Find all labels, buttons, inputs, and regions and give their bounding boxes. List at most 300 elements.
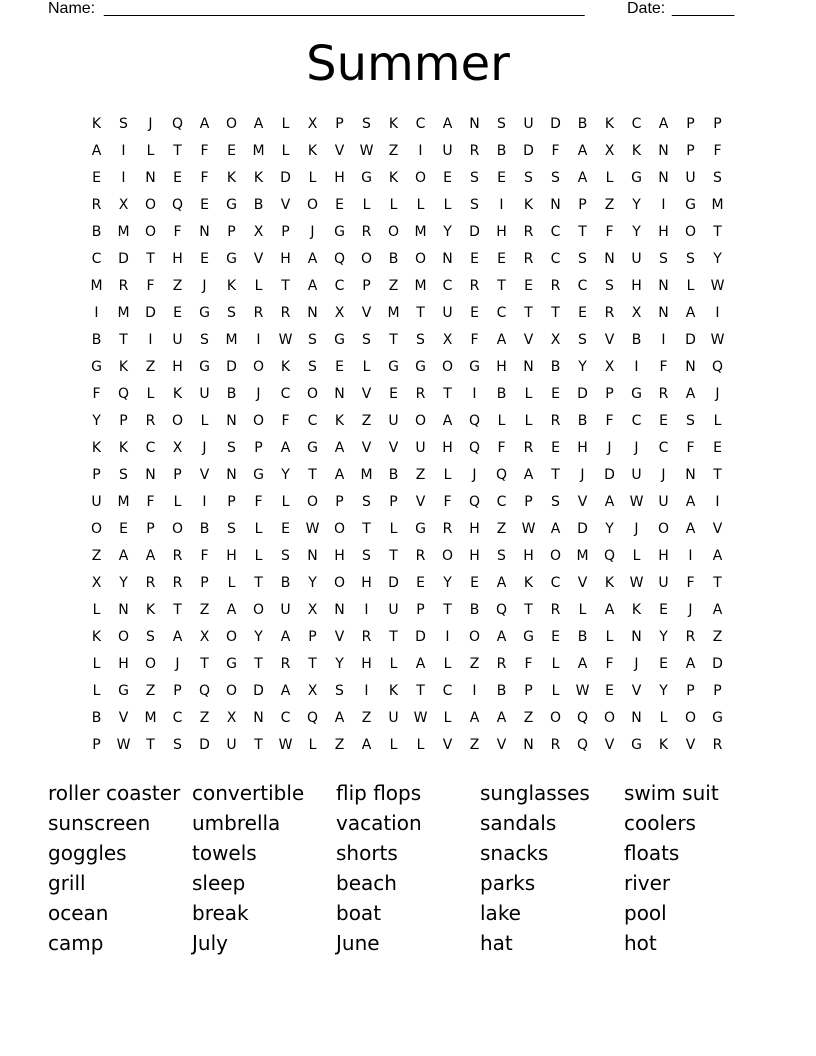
grid-letter[interactable]: T: [497, 278, 506, 294]
grid-letter[interactable]: L: [443, 710, 452, 726]
grid-letter[interactable]: L: [308, 737, 317, 753]
grid-letter[interactable]: F: [497, 440, 506, 456]
grid-letter[interactable]: T: [713, 467, 722, 483]
grid-letter[interactable]: L: [524, 413, 533, 429]
grid-letter[interactable]: A: [361, 737, 372, 753]
grid-letter[interactable]: O: [144, 656, 157, 672]
grid-letter[interactable]: U: [658, 575, 669, 591]
grid-letter[interactable]: V: [280, 197, 291, 213]
grid-letter[interactable]: Y: [281, 467, 290, 483]
grid-letter[interactable]: C: [415, 116, 426, 132]
grid-letter[interactable]: P: [146, 521, 155, 537]
grid-letter[interactable]: W: [629, 575, 644, 591]
grid-letter[interactable]: H: [118, 656, 129, 672]
grid-letter[interactable]: T: [389, 332, 398, 348]
grid-letter[interactable]: S: [551, 170, 560, 186]
grid-letter[interactable]: I: [121, 170, 126, 186]
grid-letter[interactable]: T: [254, 575, 263, 591]
grid-letter[interactable]: K: [388, 683, 399, 699]
grid-letter[interactable]: S: [308, 332, 317, 348]
grid-letter[interactable]: A: [307, 251, 318, 267]
grid-letter[interactable]: L: [389, 197, 398, 213]
grid-letter[interactable]: P: [308, 629, 317, 645]
grid-letter[interactable]: G: [469, 359, 480, 375]
grid-letter[interactable]: A: [685, 386, 696, 402]
grid-letter[interactable]: T: [416, 305, 425, 321]
grid-letter[interactable]: K: [388, 170, 399, 186]
grid-letter[interactable]: A: [604, 602, 615, 618]
grid-letter[interactable]: K: [118, 359, 129, 375]
grid-letter[interactable]: R: [523, 224, 534, 240]
grid-letter[interactable]: I: [661, 197, 666, 213]
grid-letter[interactable]: W: [710, 278, 725, 294]
grid-letter[interactable]: P: [227, 224, 236, 240]
grid-letter[interactable]: Q: [468, 413, 481, 429]
grid-letter[interactable]: G: [631, 737, 642, 753]
grid-letter[interactable]: L: [200, 413, 209, 429]
grid-letter[interactable]: A: [280, 440, 291, 456]
grid-letter[interactable]: S: [227, 305, 236, 321]
grid-letter[interactable]: L: [443, 197, 452, 213]
grid-letter[interactable]: O: [333, 521, 346, 537]
grid-letter[interactable]: Z: [712, 629, 723, 645]
grid-letter[interactable]: O: [144, 224, 157, 240]
grid-letter[interactable]: N: [334, 386, 345, 402]
grid-letter[interactable]: L: [578, 602, 587, 618]
grid-letter[interactable]: F: [200, 170, 209, 186]
grid-letter[interactable]: O: [252, 359, 265, 375]
grid-letter[interactable]: H: [226, 548, 237, 564]
grid-letter[interactable]: B: [631, 332, 642, 348]
grid-letter[interactable]: E: [443, 170, 452, 186]
grid-letter[interactable]: M: [576, 548, 589, 564]
grid-letter[interactable]: I: [715, 305, 720, 321]
grid-letter[interactable]: R: [280, 656, 291, 672]
grid-letter[interactable]: S: [578, 332, 587, 348]
grid-letter[interactable]: S: [362, 332, 371, 348]
grid-letter[interactable]: Y: [659, 629, 668, 645]
grid-letter[interactable]: T: [713, 575, 722, 591]
grid-letter[interactable]: W: [521, 521, 536, 537]
grid-letter[interactable]: R: [550, 413, 561, 429]
grid-letter[interactable]: Q: [333, 251, 346, 267]
grid-letter[interactable]: S: [497, 116, 506, 132]
grid-letter[interactable]: A: [334, 467, 345, 483]
grid-letter[interactable]: N: [442, 251, 453, 267]
grid-letter[interactable]: Y: [659, 683, 668, 699]
grid-letter[interactable]: T: [713, 224, 722, 240]
grid-letter[interactable]: K: [631, 143, 642, 159]
grid-letter[interactable]: B: [280, 575, 291, 591]
grid-letter[interactable]: L: [389, 656, 398, 672]
grid-letter[interactable]: V: [118, 710, 129, 726]
grid-letter[interactable]: E: [416, 575, 425, 591]
grid-letter[interactable]: E: [659, 413, 668, 429]
grid-letter[interactable]: G: [361, 170, 372, 186]
grid-letter[interactable]: P: [605, 386, 614, 402]
grid-letter[interactable]: M: [117, 224, 130, 240]
grid-letter[interactable]: C: [280, 386, 291, 402]
grid-letter[interactable]: F: [146, 494, 155, 510]
grid-letter[interactable]: O: [414, 251, 427, 267]
grid-letter[interactable]: P: [713, 683, 722, 699]
date-blank-line[interactable]: _______: [672, 0, 735, 17]
grid-letter[interactable]: F: [686, 575, 695, 591]
grid-letter[interactable]: Z: [523, 710, 534, 726]
grid-letter[interactable]: S: [605, 278, 614, 294]
grid-letter[interactable]: F: [605, 413, 614, 429]
grid-letter[interactable]: E: [173, 170, 182, 186]
grid-letter[interactable]: V: [199, 467, 210, 483]
grid-letter[interactable]: Q: [576, 737, 589, 753]
grid-letter[interactable]: A: [685, 521, 696, 537]
grid-letter[interactable]: X: [631, 305, 642, 321]
grid-letter[interactable]: F: [200, 143, 209, 159]
grid-letter[interactable]: V: [496, 737, 507, 753]
grid-letter[interactable]: C: [577, 278, 588, 294]
grid-letter[interactable]: A: [442, 413, 453, 429]
grid-letter[interactable]: Y: [335, 656, 344, 672]
grid-letter[interactable]: C: [442, 683, 453, 699]
grid-letter[interactable]: W: [278, 737, 293, 753]
grid-letter[interactable]: Z: [415, 467, 426, 483]
grid-letter[interactable]: B: [577, 629, 588, 645]
grid-letter[interactable]: Z: [199, 710, 210, 726]
grid-letter[interactable]: R: [712, 737, 723, 753]
grid-letter[interactable]: G: [388, 359, 399, 375]
grid-letter[interactable]: O: [306, 386, 319, 402]
grid-letter[interactable]: G: [199, 305, 210, 321]
grid-letter[interactable]: L: [92, 656, 101, 672]
grid-letter[interactable]: H: [631, 278, 642, 294]
grid-letter[interactable]: R: [145, 575, 156, 591]
grid-letter[interactable]: P: [686, 683, 695, 699]
grid-letter[interactable]: A: [334, 710, 345, 726]
grid-letter[interactable]: U: [442, 305, 453, 321]
grid-letter[interactable]: T: [443, 386, 452, 402]
grid-letter[interactable]: C: [307, 413, 318, 429]
grid-letter[interactable]: Q: [198, 683, 211, 699]
grid-letter[interactable]: F: [173, 224, 182, 240]
grid-letter[interactable]: L: [254, 521, 263, 537]
grid-letter[interactable]: P: [713, 116, 722, 132]
grid-letter[interactable]: R: [550, 602, 561, 618]
grid-letter[interactable]: S: [362, 548, 371, 564]
grid-letter[interactable]: G: [523, 629, 534, 645]
grid-letter[interactable]: E: [335, 197, 344, 213]
grid-letter[interactable]: A: [577, 656, 588, 672]
grid-letter[interactable]: V: [334, 143, 345, 159]
grid-letter[interactable]: K: [91, 116, 102, 132]
grid-letter[interactable]: Z: [361, 413, 372, 429]
grid-letter[interactable]: E: [470, 305, 479, 321]
grid-letter[interactable]: K: [91, 440, 102, 456]
grid-letter[interactable]: H: [469, 521, 480, 537]
grid-letter[interactable]: G: [226, 656, 237, 672]
grid-letter[interactable]: T: [443, 602, 452, 618]
grid-letter[interactable]: L: [173, 494, 182, 510]
grid-letter[interactable]: G: [226, 197, 237, 213]
grid-letter[interactable]: M: [144, 710, 157, 726]
grid-letter[interactable]: K: [523, 575, 534, 591]
grid-letter[interactable]: H: [577, 440, 588, 456]
grid-letter[interactable]: M: [252, 143, 265, 159]
grid-letter[interactable]: A: [685, 494, 696, 510]
grid-letter[interactable]: I: [661, 332, 666, 348]
grid-letter[interactable]: Y: [632, 197, 641, 213]
grid-letter[interactable]: V: [577, 494, 588, 510]
grid-letter[interactable]: G: [253, 467, 264, 483]
grid-letter[interactable]: B: [388, 251, 399, 267]
grid-letter[interactable]: S: [497, 548, 506, 564]
grid-letter[interactable]: P: [119, 413, 128, 429]
grid-letter[interactable]: C: [280, 710, 291, 726]
grid-letter[interactable]: J: [661, 467, 666, 483]
grid-letter[interactable]: I: [418, 143, 423, 159]
grid-letter[interactable]: S: [119, 116, 128, 132]
grid-letter[interactable]: K: [145, 602, 156, 618]
grid-letter[interactable]: U: [631, 467, 642, 483]
grid-letter[interactable]: S: [686, 251, 695, 267]
grid-letter[interactable]: A: [199, 116, 210, 132]
grid-letter[interactable]: K: [118, 440, 129, 456]
grid-letter[interactable]: D: [415, 629, 426, 645]
grid-letter[interactable]: O: [252, 413, 265, 429]
grid-letter[interactable]: L: [389, 521, 398, 537]
grid-letter[interactable]: B: [577, 116, 588, 132]
grid-letter[interactable]: Z: [172, 278, 183, 294]
grid-letter[interactable]: Y: [92, 413, 101, 429]
grid-letter[interactable]: P: [227, 494, 236, 510]
grid-letter[interactable]: O: [117, 629, 130, 645]
grid-letter[interactable]: O: [252, 602, 265, 618]
grid-letter[interactable]: D: [199, 737, 210, 753]
grid-letter[interactable]: P: [686, 143, 695, 159]
grid-letter[interactable]: I: [472, 386, 477, 402]
grid-letter[interactable]: R: [415, 548, 426, 564]
grid-letter[interactable]: H: [496, 224, 507, 240]
grid-letter[interactable]: N: [199, 224, 210, 240]
grid-letter[interactable]: N: [226, 413, 237, 429]
grid-letter[interactable]: J: [634, 656, 639, 672]
grid-letter[interactable]: B: [91, 224, 102, 240]
grid-letter[interactable]: W: [278, 332, 293, 348]
grid-letter[interactable]: X: [442, 332, 453, 348]
grid-letter[interactable]: A: [577, 143, 588, 159]
grid-letter[interactable]: Z: [388, 278, 399, 294]
grid-letter[interactable]: O: [684, 224, 697, 240]
grid-letter[interactable]: M: [225, 332, 238, 348]
grid-letter[interactable]: P: [686, 116, 695, 132]
grid-letter[interactable]: X: [172, 440, 183, 456]
grid-letter[interactable]: K: [523, 197, 534, 213]
grid-letter[interactable]: L: [605, 629, 614, 645]
grid-letter[interactable]: O: [387, 224, 400, 240]
grid-letter[interactable]: L: [362, 359, 371, 375]
grid-letter[interactable]: Y: [578, 359, 587, 375]
grid-letter[interactable]: W: [575, 683, 590, 699]
grid-letter[interactable]: X: [253, 224, 264, 240]
grid-letter[interactable]: B: [388, 467, 399, 483]
grid-letter[interactable]: N: [307, 548, 318, 564]
grid-letter[interactable]: I: [445, 629, 450, 645]
grid-letter[interactable]: A: [604, 494, 615, 510]
grid-letter[interactable]: H: [658, 548, 669, 564]
grid-letter[interactable]: N: [307, 305, 318, 321]
grid-letter[interactable]: E: [551, 629, 560, 645]
grid-letter[interactable]: O: [225, 629, 238, 645]
grid-letter[interactable]: F: [443, 494, 452, 510]
grid-letter[interactable]: K: [253, 170, 264, 186]
grid-letter[interactable]: Q: [495, 467, 508, 483]
grid-letter[interactable]: P: [173, 467, 182, 483]
grid-letter[interactable]: I: [148, 332, 153, 348]
grid-letter[interactable]: F: [254, 494, 263, 510]
grid-letter[interactable]: V: [361, 305, 372, 321]
grid-letter[interactable]: F: [281, 413, 290, 429]
grid-letter[interactable]: E: [92, 170, 101, 186]
grid-letter[interactable]: P: [416, 602, 425, 618]
grid-letter[interactable]: L: [281, 494, 290, 510]
grid-letter[interactable]: J: [472, 467, 477, 483]
grid-letter[interactable]: D: [469, 224, 480, 240]
grid-letter[interactable]: J: [256, 386, 261, 402]
grid-letter[interactable]: E: [200, 251, 209, 267]
grid-letter[interactable]: Z: [91, 548, 102, 564]
grid-letter[interactable]: X: [307, 602, 318, 618]
grid-letter[interactable]: Q: [117, 386, 130, 402]
grid-letter[interactable]: Q: [171, 116, 184, 132]
grid-letter[interactable]: V: [334, 629, 345, 645]
grid-letter[interactable]: S: [713, 170, 722, 186]
grid-letter[interactable]: I: [499, 197, 504, 213]
grid-letter[interactable]: K: [334, 413, 345, 429]
grid-letter[interactable]: S: [146, 629, 155, 645]
grid-letter[interactable]: S: [281, 548, 290, 564]
grid-letter[interactable]: U: [388, 602, 399, 618]
grid-letter[interactable]: O: [306, 494, 319, 510]
grid-letter[interactable]: B: [253, 197, 264, 213]
grid-letter[interactable]: K: [388, 116, 399, 132]
grid-letter[interactable]: B: [469, 602, 480, 618]
grid-letter[interactable]: R: [550, 278, 561, 294]
grid-letter[interactable]: S: [308, 359, 317, 375]
grid-letter[interactable]: B: [226, 386, 237, 402]
grid-letter[interactable]: T: [551, 467, 560, 483]
grid-letter[interactable]: S: [335, 683, 344, 699]
grid-letter[interactable]: G: [712, 710, 723, 726]
grid-letter[interactable]: M: [711, 197, 724, 213]
grid-letter[interactable]: O: [468, 629, 481, 645]
grid-letter[interactable]: Z: [496, 521, 507, 537]
grid-letter[interactable]: E: [578, 305, 587, 321]
grid-letter[interactable]: R: [118, 278, 129, 294]
grid-letter[interactable]: E: [551, 440, 560, 456]
grid-letter[interactable]: H: [172, 359, 183, 375]
grid-letter[interactable]: R: [685, 629, 696, 645]
grid-letter[interactable]: J: [688, 602, 693, 618]
grid-letter[interactable]: Y: [713, 251, 722, 267]
grid-letter[interactable]: A: [307, 278, 318, 294]
grid-letter[interactable]: O: [171, 413, 184, 429]
grid-letter[interactable]: L: [281, 116, 290, 132]
grid-letter[interactable]: P: [254, 440, 263, 456]
grid-letter[interactable]: L: [551, 656, 560, 672]
grid-letter[interactable]: I: [715, 494, 720, 510]
grid-letter[interactable]: X: [604, 359, 615, 375]
grid-letter[interactable]: L: [227, 575, 236, 591]
grid-letter[interactable]: N: [550, 197, 561, 213]
grid-letter[interactable]: S: [416, 332, 425, 348]
grid-letter[interactable]: E: [470, 575, 479, 591]
grid-letter[interactable]: L: [551, 683, 560, 699]
grid-letter[interactable]: A: [415, 656, 426, 672]
grid-letter[interactable]: O: [360, 251, 373, 267]
grid-letter[interactable]: V: [604, 737, 615, 753]
grid-letter[interactable]: R: [523, 440, 534, 456]
grid-letter[interactable]: F: [200, 548, 209, 564]
grid-letter[interactable]: Z: [469, 737, 480, 753]
grid-letter[interactable]: I: [688, 548, 693, 564]
grid-letter[interactable]: J: [634, 521, 639, 537]
grid-letter[interactable]: C: [334, 278, 345, 294]
grid-letter[interactable]: H: [172, 251, 183, 267]
grid-letter[interactable]: X: [334, 305, 345, 321]
grid-letter[interactable]: R: [361, 629, 372, 645]
grid-letter[interactable]: O: [657, 521, 670, 537]
grid-letter[interactable]: X: [550, 332, 561, 348]
grid-letter[interactable]: X: [91, 575, 102, 591]
grid-letter[interactable]: A: [496, 575, 507, 591]
grid-letter[interactable]: E: [470, 251, 479, 267]
grid-letter[interactable]: D: [523, 143, 534, 159]
grid-letter[interactable]: X: [307, 683, 318, 699]
grid-letter[interactable]: L: [281, 143, 290, 159]
grid-letter[interactable]: P: [578, 197, 587, 213]
grid-letter[interactable]: N: [523, 359, 534, 375]
grid-letter[interactable]: U: [91, 494, 102, 510]
grid-letter[interactable]: C: [631, 413, 642, 429]
grid-letter[interactable]: V: [712, 521, 723, 537]
grid-letter[interactable]: S: [470, 197, 479, 213]
grid-letter[interactable]: M: [90, 278, 103, 294]
grid-letter[interactable]: I: [202, 494, 207, 510]
grid-letter[interactable]: N: [631, 710, 642, 726]
grid-letter[interactable]: N: [226, 467, 237, 483]
grid-letter[interactable]: W: [629, 494, 644, 510]
grid-letter[interactable]: P: [200, 575, 209, 591]
grid-letter[interactable]: N: [631, 629, 642, 645]
grid-letter[interactable]: O: [333, 575, 346, 591]
grid-letter[interactable]: M: [414, 278, 427, 294]
grid-letter[interactable]: H: [361, 656, 372, 672]
grid-letter[interactable]: U: [226, 737, 237, 753]
grid-letter[interactable]: L: [416, 737, 425, 753]
grid-letter[interactable]: C: [496, 494, 507, 510]
grid-letter[interactable]: I: [472, 683, 477, 699]
grid-letter[interactable]: Q: [495, 602, 508, 618]
grid-letter[interactable]: S: [173, 737, 182, 753]
grid-letter[interactable]: H: [334, 170, 345, 186]
grid-letter[interactable]: J: [607, 440, 612, 456]
grid-letter[interactable]: Z: [469, 656, 480, 672]
grid-letter[interactable]: P: [92, 737, 101, 753]
grid-letter[interactable]: P: [335, 494, 344, 510]
grid-letter[interactable]: D: [577, 386, 588, 402]
grid-letter[interactable]: N: [253, 710, 264, 726]
grid-letter[interactable]: N: [685, 359, 696, 375]
grid-letter[interactable]: D: [388, 575, 399, 591]
